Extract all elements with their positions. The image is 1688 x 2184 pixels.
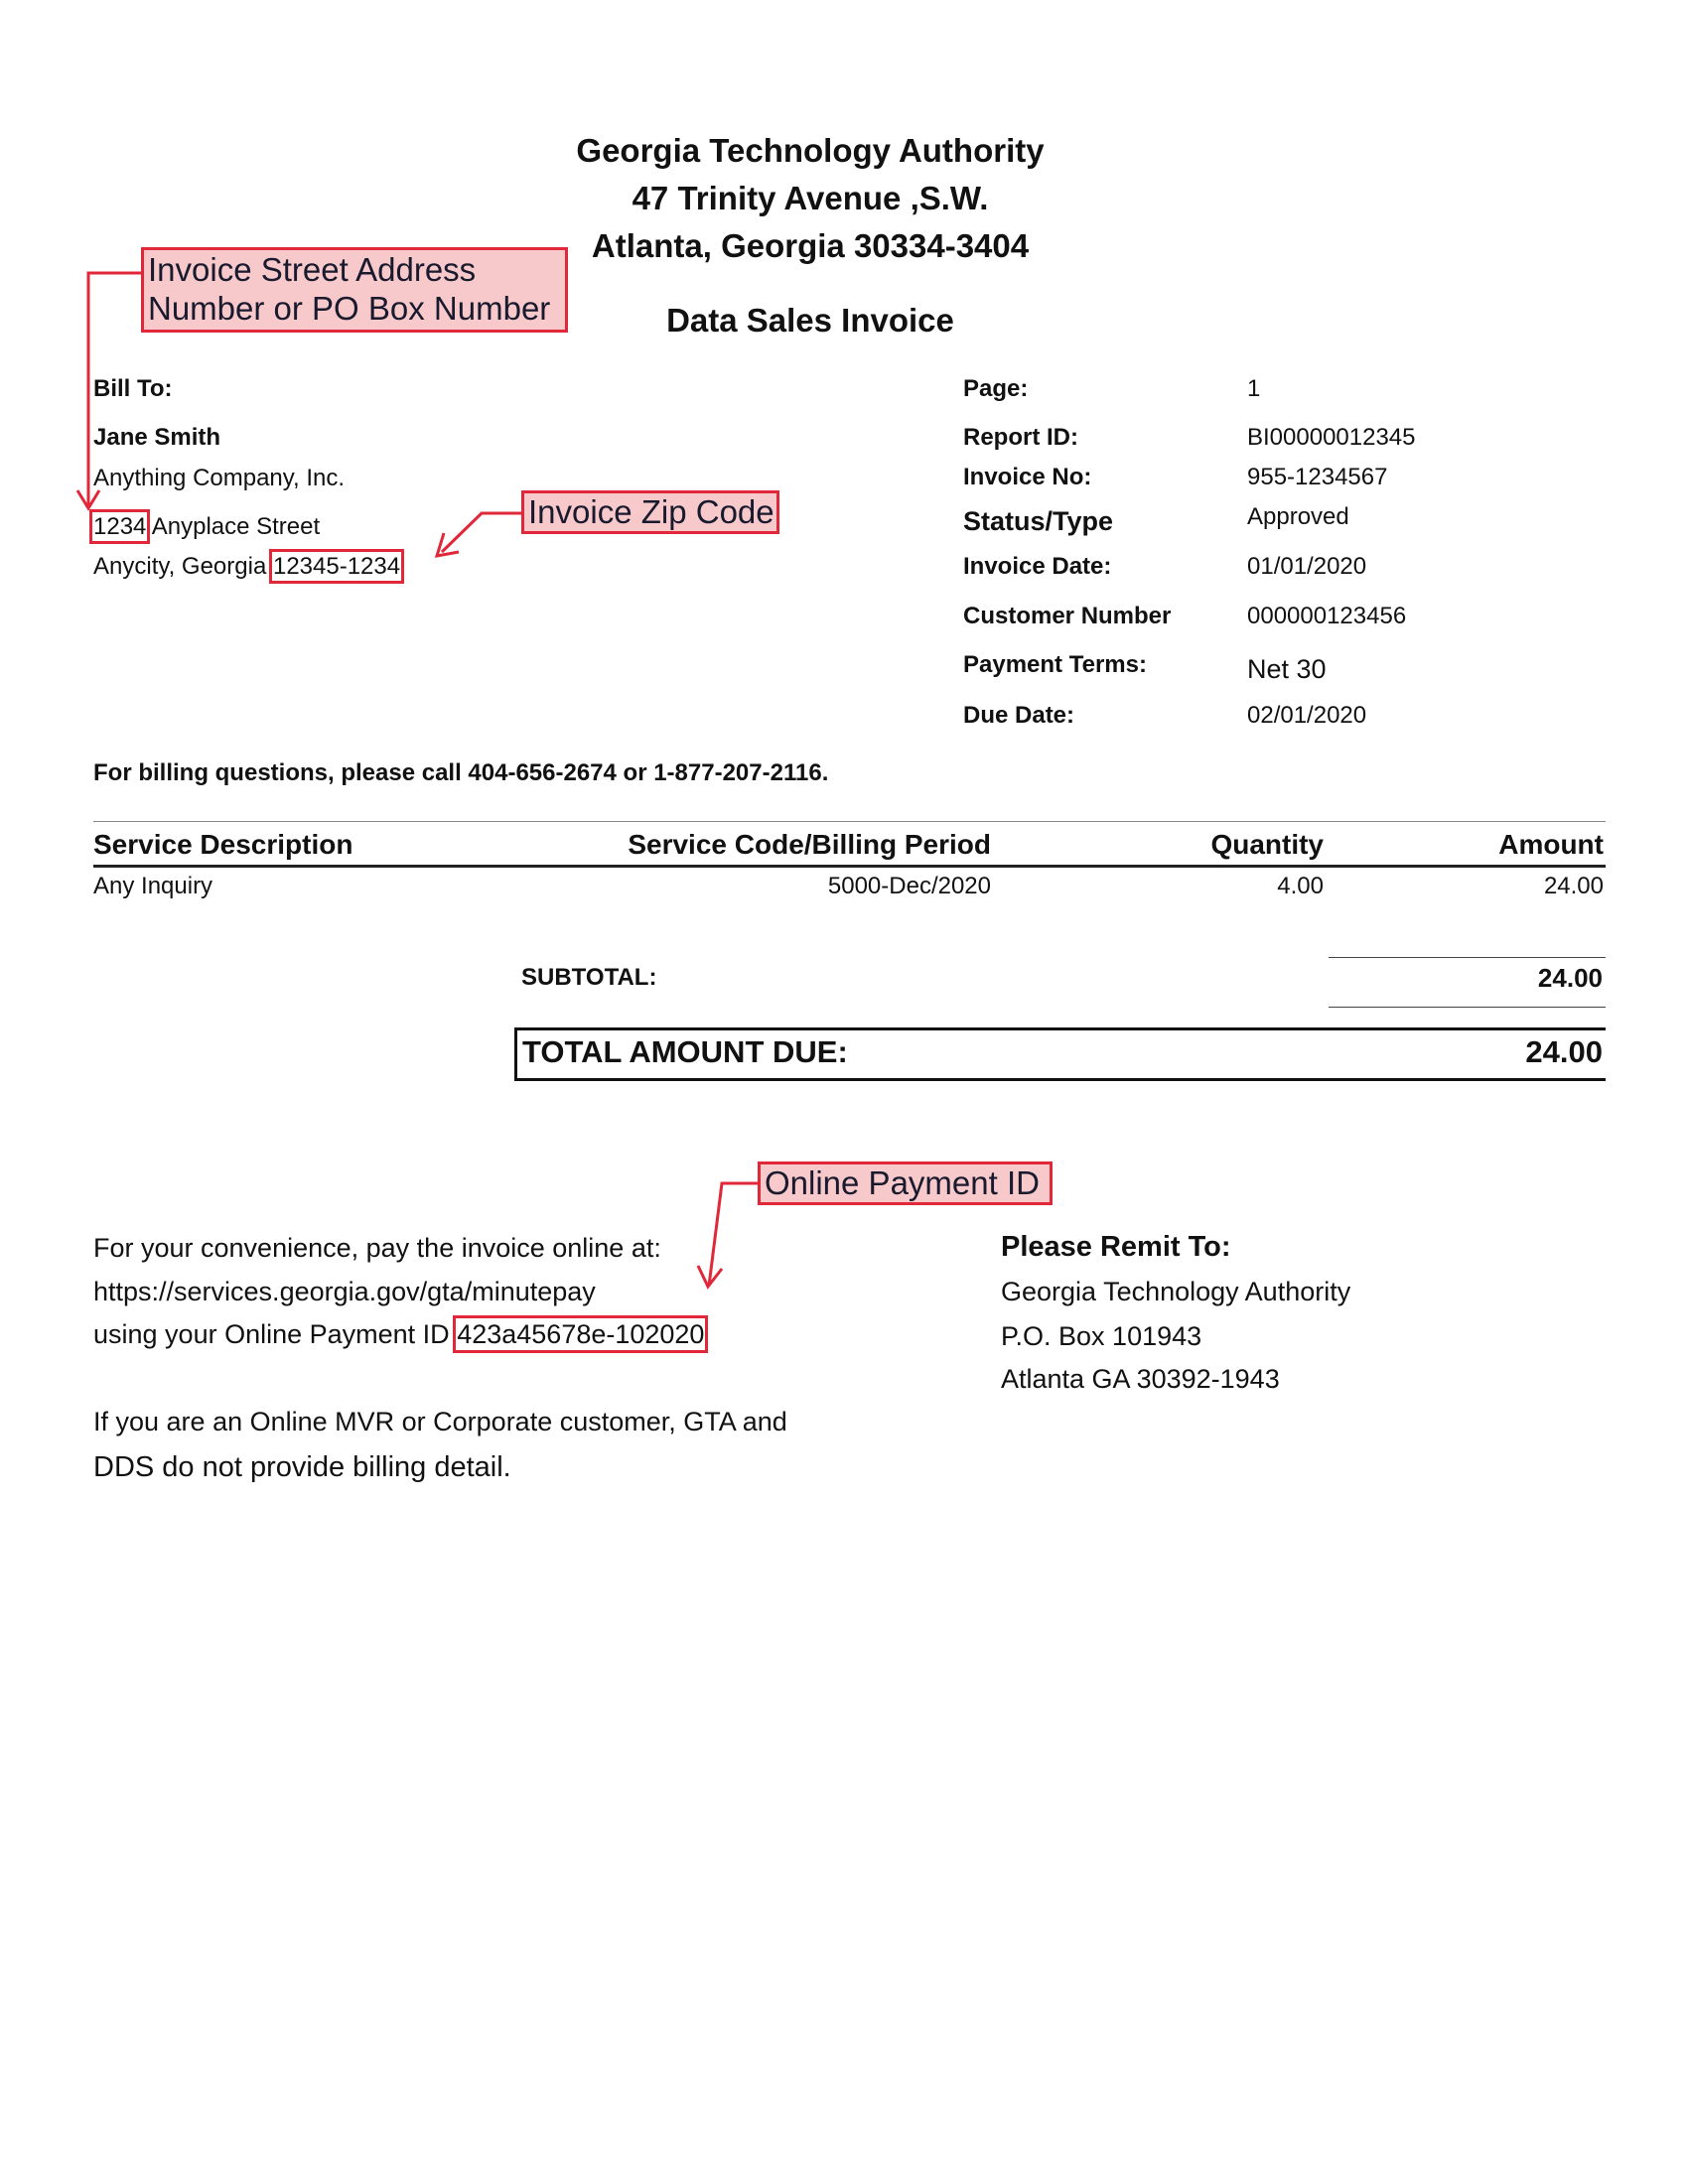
row-code-period: 5000-Dec/2020	[827, 873, 991, 899]
invoice-date-value: 01/01/2020	[1247, 553, 1367, 580]
bill-to-company: Anything Company, Inc.	[93, 465, 346, 491]
payment-terms-label: Payment Terms:	[963, 651, 1147, 678]
arrow-zip-code	[442, 513, 521, 552]
due-date-label: Due Date:	[963, 702, 1075, 729]
callout-street-line1: Invoice Street Address	[148, 251, 477, 288]
subtotal-label: SUBTOTAL:	[521, 964, 657, 991]
mvr-note-line1: If you are an Online MVR or Corporate customer, GTA and	[93, 1407, 787, 1436]
remit-title: Please Remit To:	[1001, 1231, 1231, 1263]
remit-city: Atlanta GA 30392-1943	[1001, 1364, 1280, 1394]
online-pay-line1: For your convenience, pay the invoice online at:	[93, 1233, 661, 1263]
remit-name: Georgia Technology Authority	[1001, 1277, 1351, 1306]
invoice-no-label: Invoice No:	[963, 464, 1092, 490]
customer-number-label: Customer Number	[963, 603, 1172, 629]
total-label: TOTAL AMOUNT DUE:	[522, 1034, 848, 1069]
col-header-code-period: Service Code/Billing Period	[628, 829, 991, 860]
online-pay-url[interactable]: https://services.georgia.gov/gta/minutepay	[93, 1277, 596, 1306]
org-street: 47 Trinity Avenue ,S.W.	[632, 180, 989, 216]
status-type-label: Status/Type	[963, 506, 1114, 536]
arrow-street-address	[88, 273, 141, 508]
org-name: Georgia Technology Authority	[576, 132, 1045, 169]
page-value: 1	[1247, 375, 1261, 402]
online-payment-id: 423a45678e-102020	[457, 1319, 705, 1349]
online-pay-prefix: using your Online Payment ID	[93, 1319, 450, 1349]
bill-to-name: Jane Smith	[93, 424, 221, 451]
callout-online-payment-id: Online Payment ID	[758, 1161, 1053, 1205]
row-quantity: 4.00	[1277, 873, 1324, 899]
zip-code: 12345-1234	[272, 553, 401, 580]
page-label: Page:	[963, 375, 1029, 402]
col-header-amount: Amount	[1498, 829, 1604, 860]
subtotal-value: 24.00	[1537, 963, 1603, 993]
arrow-payment-id	[709, 1183, 758, 1286]
city-state: Anycity, Georgia	[93, 553, 267, 580]
invoice-title: Data Sales Invoice	[666, 302, 954, 339]
total-value: 24.00	[1525, 1034, 1603, 1069]
row-description: Any Inquiry	[93, 873, 213, 899]
callout-zip-code: Invoice Zip Code	[521, 490, 779, 534]
billing-questions-note: For billing questions, please call 404-656-2674 or 1-877-207-2116.	[93, 759, 829, 786]
invoice-date-label: Invoice Date:	[963, 553, 1112, 580]
org-city: Atlanta, Georgia 30334-3404	[591, 227, 1030, 264]
customer-number-value: 000000123456	[1247, 603, 1407, 629]
status-type-value: Approved	[1247, 503, 1349, 530]
street-number: 1234	[93, 513, 147, 540]
due-date-value: 02/01/2020	[1247, 702, 1367, 729]
report-id-label: Report ID:	[963, 424, 1078, 451]
payment-terms-value: Net 30	[1247, 654, 1327, 684]
mvr-note-line2: DDS do not provide billing detail.	[93, 1451, 511, 1483]
report-id-value: BI00000012345	[1247, 424, 1416, 451]
row-amount: 24.00	[1543, 873, 1604, 899]
bill-to-label: Bill To:	[93, 375, 173, 402]
col-header-description: Service Description	[93, 829, 353, 860]
invoice-no-value: 955-1234567	[1247, 464, 1388, 490]
callout-street-line2: Number or PO Box Number	[148, 290, 551, 327]
remit-po-box: P.O. Box 101943	[1001, 1321, 1202, 1351]
street-name: Anyplace Street	[151, 513, 321, 540]
col-header-quantity: Quantity	[1210, 829, 1324, 860]
